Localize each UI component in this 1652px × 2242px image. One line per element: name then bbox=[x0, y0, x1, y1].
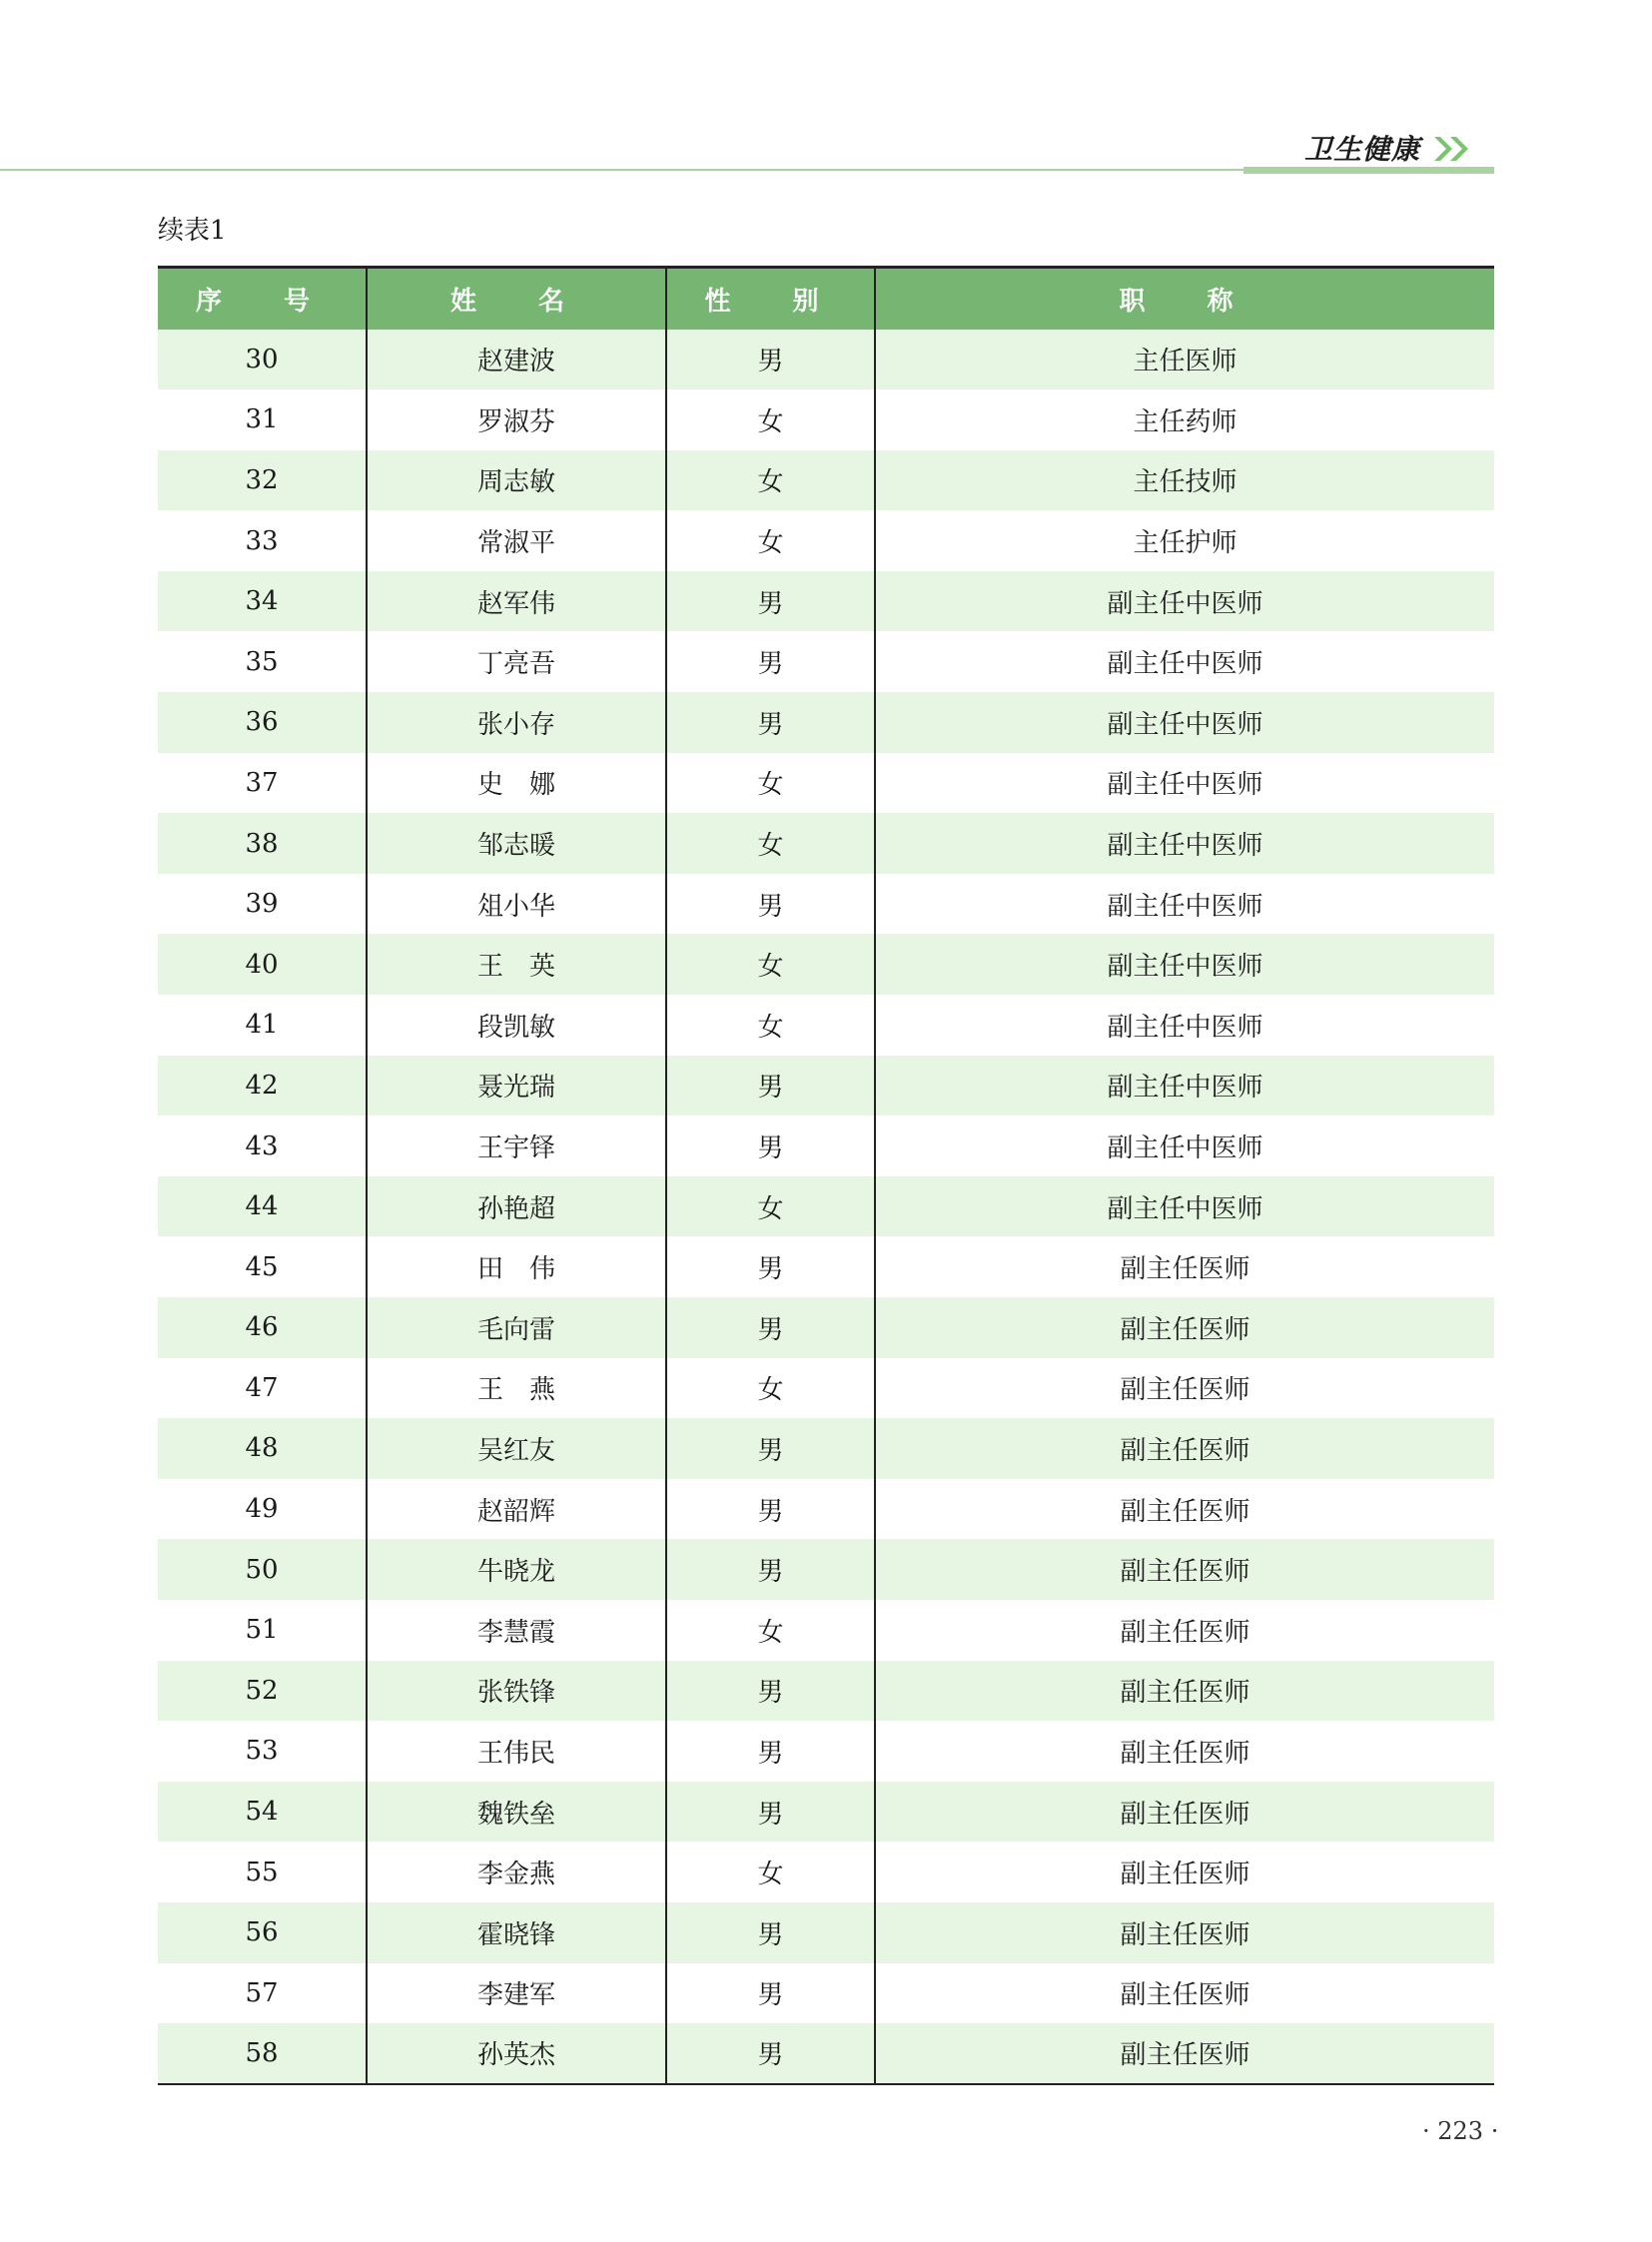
cell-gender: 男 bbox=[666, 1963, 875, 2024]
cell-title: 副主任医师 bbox=[1120, 1375, 1250, 1406]
cell-index: 55 bbox=[158, 1842, 367, 1902]
cell-title: 副主任医师 bbox=[1120, 1617, 1250, 1648]
cell-index: 39 bbox=[158, 874, 367, 935]
section-title: 卫生健康 bbox=[1303, 133, 1420, 166]
cell-index: 34 bbox=[158, 571, 367, 632]
header-rule-accent bbox=[1243, 167, 1494, 174]
cell-index: 37 bbox=[158, 753, 367, 814]
cell-index: 33 bbox=[158, 510, 367, 571]
cell-gender: 男 bbox=[666, 1297, 875, 1358]
table-row bbox=[158, 1297, 1494, 1358]
table-row bbox=[158, 1661, 1494, 1722]
cell-name: 魏铁垒 bbox=[367, 1782, 666, 1843]
cell-name: 段凯敏 bbox=[367, 995, 666, 1056]
cell-index: 30 bbox=[158, 330, 367, 390]
cell-title: 副主任医师 bbox=[875, 2023, 1494, 2084]
page-number: · 223 · bbox=[1422, 2117, 1499, 2145]
table-row bbox=[158, 1782, 1494, 1843]
cell-title: 副主任中医师 bbox=[1107, 1193, 1263, 1224]
cell-name: 史 娜 bbox=[367, 753, 666, 814]
cell-index: 57 bbox=[158, 1963, 367, 2024]
table-row bbox=[158, 571, 1494, 632]
cell-name: 吴红友 bbox=[367, 1418, 666, 1479]
table-row bbox=[158, 1600, 1494, 1661]
cell-name: 李慧霞 bbox=[367, 1600, 666, 1661]
cell-index: 54 bbox=[158, 1782, 367, 1843]
cell-title: 副主任医师 bbox=[1120, 1919, 1250, 1950]
cell-title: 副主任医师 bbox=[1120, 1980, 1250, 2011]
table-row bbox=[158, 1176, 1494, 1237]
cell-name: 邹志暖 bbox=[367, 813, 666, 874]
cell-title: 副主任医师 bbox=[1120, 1557, 1250, 1588]
cell-name: 毛向雷 bbox=[367, 1297, 666, 1358]
table-row bbox=[158, 934, 1494, 995]
table-row bbox=[158, 1056, 1494, 1117]
cell-index: 32 bbox=[158, 450, 367, 511]
table-row bbox=[158, 1418, 1494, 1479]
cell-index: 53 bbox=[158, 1721, 367, 1782]
table-row bbox=[158, 1721, 1494, 1782]
cell-title: 副主任医师 bbox=[1120, 1860, 1250, 1890]
table-row bbox=[158, 1902, 1494, 1963]
cell-name: 霍晓锋 bbox=[367, 1902, 666, 1963]
cell-gender: 女 bbox=[666, 1176, 875, 1237]
cell-index: 35 bbox=[158, 631, 367, 692]
cell-name: 王 英 bbox=[367, 934, 666, 995]
cell-name: 孙英杰 bbox=[367, 2023, 666, 2084]
cell-title: 副主任中医师 bbox=[1107, 588, 1263, 619]
table-caption: 续表1 bbox=[158, 216, 227, 246]
cell-index: 42 bbox=[158, 1056, 367, 1117]
table-row bbox=[158, 1539, 1494, 1600]
cell-gender: 男 bbox=[666, 571, 875, 632]
table-row bbox=[158, 753, 1494, 814]
table-row bbox=[158, 389, 1494, 450]
cell-gender: 女 bbox=[666, 753, 875, 814]
cell-index: 49 bbox=[158, 1479, 367, 1540]
cell-name: 王宇铎 bbox=[367, 1116, 666, 1176]
cell-gender: 女 bbox=[666, 510, 875, 571]
cell-gender: 男 bbox=[666, 330, 875, 390]
table-row bbox=[158, 510, 1494, 571]
table-row bbox=[158, 631, 1494, 692]
cell-title: 主任药师 bbox=[1133, 406, 1238, 437]
cell-title: 副主任医师 bbox=[1120, 1314, 1250, 1345]
column-header-name: 姓 名 bbox=[367, 268, 666, 330]
cell-name: 丁亮吾 bbox=[367, 631, 666, 692]
column-header-gender: 性 别 bbox=[666, 268, 875, 330]
cell-title: 副主任中医师 bbox=[1107, 831, 1263, 862]
cell-title: 主任技师 bbox=[1133, 467, 1238, 498]
cell-title: 副主任医师 bbox=[1120, 1496, 1250, 1527]
cell-gender: 男 bbox=[666, 1539, 875, 1600]
cell-gender: 女 bbox=[666, 813, 875, 874]
table-row bbox=[158, 692, 1494, 753]
cell-title: 副主任中医师 bbox=[1107, 891, 1263, 922]
table-row bbox=[158, 450, 1494, 511]
cell-title: 副主任医师 bbox=[1120, 1738, 1250, 1769]
cell-title: 主任医师 bbox=[1133, 347, 1238, 377]
cell-gender: 女 bbox=[666, 1358, 875, 1419]
cell-name: 罗淑芬 bbox=[367, 389, 666, 450]
cell-name: 常淑平 bbox=[367, 510, 666, 571]
column-header-index: 序 号 bbox=[158, 268, 367, 330]
cell-title: 副主任中医师 bbox=[1107, 952, 1263, 983]
cell-name: 田 伟 bbox=[367, 1236, 666, 1297]
table-row bbox=[158, 1236, 1494, 1297]
cell-index: 41 bbox=[158, 995, 367, 1056]
column-header-title: 职 称 bbox=[875, 268, 1494, 330]
table-row bbox=[158, 2023, 1494, 2084]
cell-name: 周志敏 bbox=[367, 450, 666, 511]
table-row bbox=[158, 1358, 1494, 1419]
cell-title: 副主任中医师 bbox=[1107, 770, 1263, 801]
cell-title: 副主任中医师 bbox=[1107, 649, 1263, 680]
cell-title: 副主任医师 bbox=[1120, 1799, 1250, 1830]
cell-title: 主任护师 bbox=[1133, 528, 1238, 559]
cell-title: 副主任医师 bbox=[1120, 1435, 1250, 1466]
table-row bbox=[158, 995, 1494, 1056]
table-row bbox=[158, 874, 1494, 935]
table-row bbox=[158, 1479, 1494, 1540]
cell-name: 赵建波 bbox=[367, 330, 666, 390]
cell-name: 张小存 bbox=[367, 692, 666, 753]
cell-gender: 男 bbox=[666, 1236, 875, 1297]
table-row bbox=[158, 1116, 1494, 1176]
cell-title: 副主任医师 bbox=[1120, 1678, 1250, 1709]
cell-title: 副主任中医师 bbox=[1107, 1133, 1263, 1164]
cell-name: 俎小华 bbox=[367, 874, 666, 935]
cell-name: 王伟民 bbox=[367, 1721, 666, 1782]
cell-title: 副主任中医师 bbox=[1107, 1073, 1263, 1104]
cell-gender: 男 bbox=[666, 1056, 875, 1117]
cell-gender: 男 bbox=[666, 1116, 875, 1176]
cell-index: 50 bbox=[158, 1539, 367, 1600]
cell-title: 副主任中医师 bbox=[1107, 1012, 1263, 1043]
cell-title: 副主任中医师 bbox=[1107, 709, 1263, 740]
cell-gender: 女 bbox=[666, 1842, 875, 1902]
cell-index: 44 bbox=[158, 1176, 367, 1237]
cell-index: 58 bbox=[158, 2023, 367, 2084]
cell-name: 李金燕 bbox=[367, 1842, 666, 1902]
cell-index: 47 bbox=[158, 1358, 367, 1419]
cell-gender: 男 bbox=[666, 1479, 875, 1540]
cell-gender: 男 bbox=[666, 1902, 875, 1963]
cell-name: 聂光瑞 bbox=[367, 1056, 666, 1117]
cell-name: 李建军 bbox=[367, 1963, 666, 2024]
cell-name: 赵韶辉 bbox=[367, 1479, 666, 1540]
cell-name: 王 燕 bbox=[367, 1358, 666, 1419]
cell-gender: 女 bbox=[666, 1600, 875, 1661]
cell-gender: 男 bbox=[666, 692, 875, 753]
cell-gender: 男 bbox=[666, 1418, 875, 1479]
table-row bbox=[158, 1842, 1494, 1902]
table-row bbox=[158, 813, 1494, 874]
cell-index: 36 bbox=[158, 692, 367, 753]
cell-name: 张铁锋 bbox=[367, 1661, 666, 1722]
cell-name: 赵军伟 bbox=[367, 571, 666, 632]
cell-gender: 女 bbox=[666, 995, 875, 1056]
cell-gender: 男 bbox=[666, 874, 875, 935]
table-row bbox=[158, 330, 1494, 390]
cell-index: 48 bbox=[158, 1418, 367, 1479]
cell-name: 孙艳超 bbox=[367, 1176, 666, 1237]
cell-index: 40 bbox=[158, 934, 367, 995]
table-header-row bbox=[158, 268, 1494, 330]
cell-gender: 男 bbox=[666, 2023, 875, 2084]
cell-gender: 女 bbox=[666, 389, 875, 450]
table-row bbox=[158, 1963, 1494, 2024]
cell-index: 45 bbox=[158, 1236, 367, 1297]
cell-name: 牛晓龙 bbox=[367, 1539, 666, 1600]
staff-table bbox=[158, 266, 1494, 2085]
cell-index: 31 bbox=[158, 389, 367, 450]
double-chevron-right-icon bbox=[1432, 134, 1472, 164]
cell-gender: 女 bbox=[666, 450, 875, 511]
cell-index: 51 bbox=[158, 1600, 367, 1661]
cell-index: 43 bbox=[158, 1116, 367, 1176]
cell-index: 52 bbox=[158, 1661, 367, 1722]
cell-index: 46 bbox=[158, 1297, 367, 1358]
cell-index: 56 bbox=[158, 1902, 367, 1963]
cell-gender: 女 bbox=[666, 934, 875, 995]
cell-gender: 男 bbox=[666, 1782, 875, 1843]
cell-gender: 男 bbox=[666, 1661, 875, 1722]
cell-gender: 男 bbox=[666, 631, 875, 692]
cell-index: 38 bbox=[158, 813, 367, 874]
cell-gender: 男 bbox=[666, 1721, 875, 1782]
cell-title: 副主任医师 bbox=[1120, 1254, 1250, 1285]
